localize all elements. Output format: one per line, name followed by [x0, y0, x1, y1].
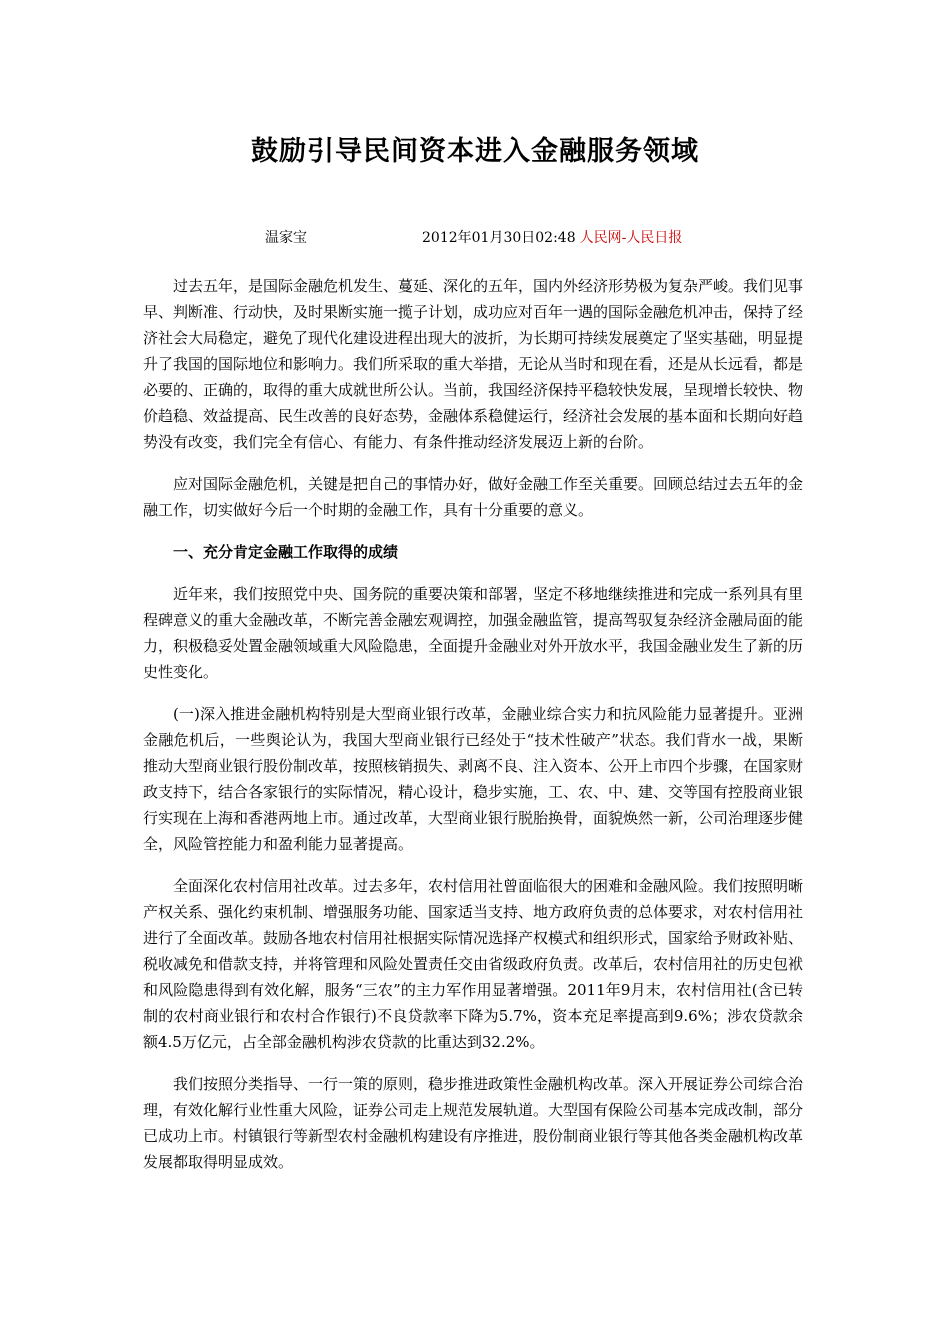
- source-link[interactable]: 人民网-人民日报: [579, 230, 683, 246]
- paragraph: (一)深入推进金融机构特别是大型商业银行改革，金融业综合实力和抗风险能力显著提升。亚洲金融危机后，一些舆论认为，我国大型商业银行已经处于“技术性破产”状态。我们背水一战，果断推动大型商业银行股份制改革，按照核销损失、剥离不良、注入资本、公开上市四个步骤，在国家财政支持下，结合各家银行的实际情况，精心设计，稳步实施，工、农、中、建、交等国有控股商业银行实现在上海和香港两地上市。通过改革，大型商业银行脱胎换骨，面貌焕然一新，公司治理逐步健全，风险管控能力和盈利能力显著提高。: [143, 705, 804, 853]
- paragraph: 近年来，我们按照党中央、国务院的重要决策和部署，坚定不移地继续推进和完成一系列具有里程碑意义的重大金融改革，不断完善金融宏观调控，加强金融监管，提高驾驭复杂经济金融局面的能力，积极稳妥处置金融领域重大风险隐患，全面提升金融业对外开放水平，我国金融业发生了新的历史性变化。: [143, 585, 804, 681]
- article-title: 鼓励引导民间资本进入金融服务领域: [251, 136, 699, 167]
- paragraph: 全面深化农村信用社改革。过去多年，农村信用社曾面临很大的困难和金融风险。我们按照明晰产权关系、强化约束机制、增强服务功能、国家适当支持、地方政府负责的总体要求，对农村信用社进行了全面改革。鼓励各地农村信用社根据实际情况选择产权模式和组织形式，国家给予财政补贴、税收减免和借款支持，并将管理和风险处置责任交由省级政府负责。改革后，农村信用社的历史包袱和风险隐患得到有效化解，服务“三农”的主力军作用显著增强。2011年9月末，农村信用社(含已转制的农村商业银行和农村合作银行)不良贷款率下降为5.7%，资本充足率提高到9.6%；涉农贷款余额4.5万亿元，占全部金融机构涉农贷款的比重达到32.2%。: [143, 877, 804, 1051]
- article-body: [143, 273, 803, 1191]
- publish-info: [422, 228, 682, 248]
- publish-date: 2012年01月30日02:48: [422, 230, 576, 246]
- paragraph: 过去五年，是国际金融危机发生、蔓延、深化的五年，国内外经济形势极为复杂严峻。我们见事早、判断准、行动快，及时果断实施一揽子计划，成功应对百年一遇的国际金融危机冲击，保持了经济社会大局稳定，避免了现代化建设进程出现大的波折，为长期可持续发展奠定了坚实基础，明显提升了我国的国际地位和影响力。我们所采取的重大举措，无论从当时和现在看，还是从长远看，都是必要的、正确的，取得的重大成就世所公认。当前，我国经济保持平稳较快发展，呈现增长较快、物价趋稳、效益提高、民生改善的良好态势，金融体系稳健运行，经济社会发展的基本面和长期向好趋势没有改变，我们完全有信心、有能力、有条件推动经济发展迈上新的台阶。: [143, 277, 804, 451]
- paragraph: 应对国际金融危机，关键是把自己的事情办好，做好金融工作至关重要。回顾总结过去五年的金融工作，切实做好今后一个时期的金融工作，具有十分重要的意义。: [143, 475, 804, 519]
- author-name: 温家宝: [265, 230, 307, 246]
- section-heading: 一、充分肯定金融工作取得的成绩: [173, 543, 399, 561]
- paragraph: 我们按照分类指导、一行一策的原则，稳步推进政策性金融机构改革。深入开展证券公司综合治理，有效化解行业性重大风险，证券公司走上规范发展轨道。大型国有保险公司基本完成改制，部分已成功上市。村镇银行等新型农村金融机构建设有序推进，股份制商业银行等其他各类金融机构改革发展都取得明显成效。: [143, 1075, 804, 1171]
